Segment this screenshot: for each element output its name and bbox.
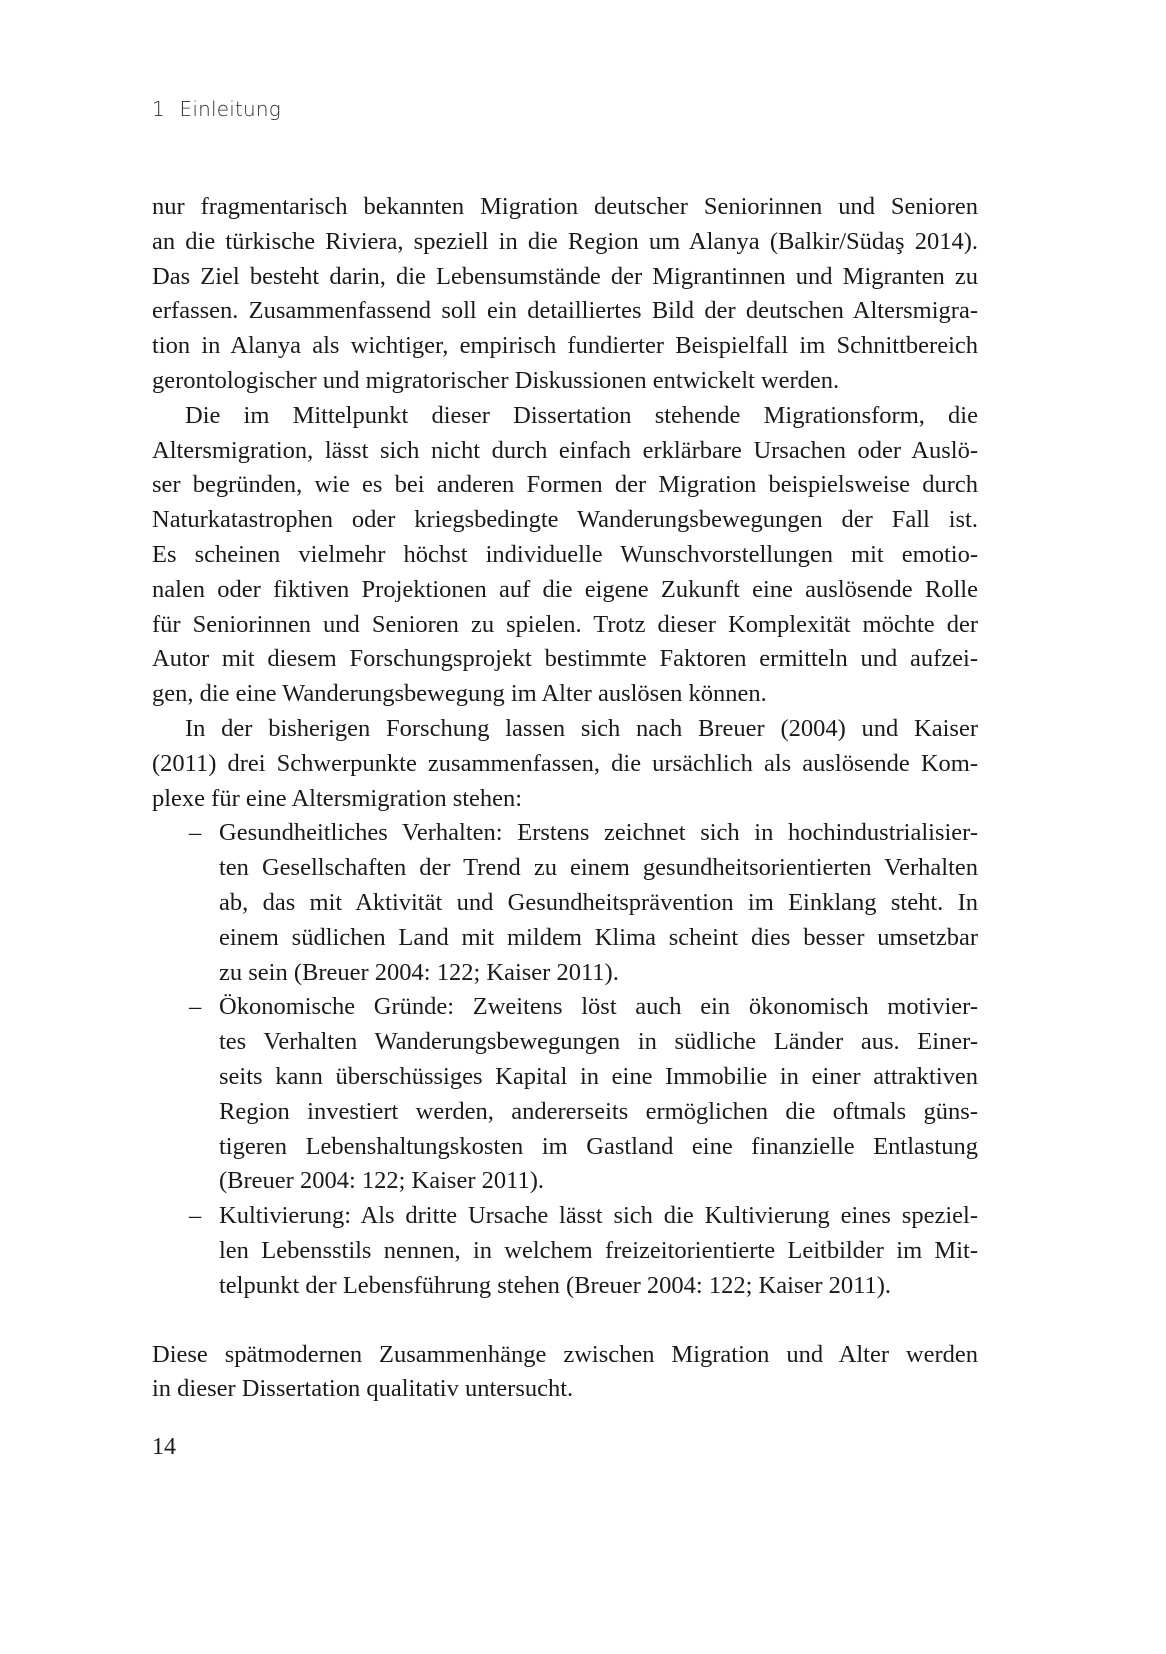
- dash-bullet-icon: –: [189, 819, 202, 847]
- text-line: ser begründen, wie es bei anderen Formen der Migration beispielsweise durch: [152, 471, 978, 499]
- paragraph-1: [152, 190, 978, 399]
- text-line: zu sein (Breuer 2004: 122; Kaiser 2011).: [219, 958, 619, 986]
- text-line: In der bisherigen Forschung lassen sich nach Breuer (2004) und Kaiser: [185, 714, 978, 742]
- text-line: Kultivierung: Als dritte Ursache lässt sich die Kultivierung eines speziel-: [219, 1202, 978, 1230]
- list-item-economic: [152, 990, 978, 1199]
- text-line: einem südlichen Land mit mildem Klima scheint dies besser umsetzbar: [219, 923, 978, 951]
- text-line: ten Gesellschaften der Trend zu einem gesundheitsorientierten Verhalten: [219, 854, 978, 882]
- paragraph-2: [152, 399, 978, 712]
- text-line: Ökonomische Gründe: Zweitens löst auch ein ökonomisch motivier-: [219, 993, 978, 1021]
- body-text: [152, 190, 978, 1407]
- text-line: tigeren Lebenshaltungskosten im Gastland eine finanzielle Entlastung: [219, 1132, 978, 1160]
- text-line: Altersmigration, lässt sich nicht durch einfach erklärbare Ursachen oder Auslö-: [152, 436, 978, 464]
- text-line: gerontologischer und migratorischer Diskussionen entwickelt werden.: [152, 366, 840, 394]
- text-line: nur fragmentarisch bekannten Migration deutscher Seniorinnen und Senioren: [152, 193, 978, 220]
- text-line: tes Verhalten Wanderungsbewegungen in südliche Länder aus. Einer-: [219, 1028, 978, 1056]
- chapter-number: 1: [152, 97, 165, 121]
- text-line: Es scheinen vielmehr höchst individuelle Wunschvorstellungen mit emotio-: [152, 540, 978, 568]
- text-line: seits kann überschüssiges Kapital in eine Immobilie in einer attraktiven: [219, 1062, 978, 1090]
- paragraph-spacer: [152, 1304, 978, 1338]
- text-line: an die türkische Riviera, speziell in die Region um Alanya (Balkir/Südaş 2014).: [152, 227, 978, 255]
- dash-bullet-icon: –: [189, 1202, 202, 1230]
- text-line: ab, das mit Aktivität und Gesundheitsprävention im Einklang steht. In: [219, 888, 978, 916]
- text-line: Die im Mittelpunkt dieser Dissertation stehende Migrationsform, die: [185, 401, 978, 429]
- dash-bullet-icon: –: [189, 993, 202, 1021]
- text-line: nalen oder fiktiven Projektionen auf die eigene Zukunft eine auslösende Rolle: [152, 575, 978, 603]
- page-number: 14: [152, 1434, 176, 1460]
- cause-list: [152, 816, 978, 1303]
- text-line: gen, die eine Wanderungsbewegung im Alter auslösen können.: [152, 680, 767, 708]
- text-line: Region investiert werden, andererseits ermöglichen die oftmals güns-: [219, 1097, 978, 1125]
- text-line: plexe für eine Altersmigration stehen:: [152, 784, 523, 812]
- list-item-cultivation: [152, 1199, 978, 1303]
- text-line: Diese spätmodernen Zusammenhänge zwischen Migration und Alter werden: [152, 1340, 978, 1368]
- text-line: len Lebensstils nennen, in welchem freizeitorientierte Leitbilder im Mit-: [219, 1236, 978, 1264]
- list-item-health: [152, 816, 978, 990]
- text-line: (Breuer 2004: 122; Kaiser 2011).: [219, 1167, 544, 1195]
- text-line: (2011) drei Schwerpunkte zusammenfassen, die ursächlich als auslösende Kom-: [152, 749, 978, 777]
- text-line: erfassen. Zusammenfassend soll ein detailliertes Bild der deutschen Altersmigra-: [152, 297, 978, 325]
- text-line: telpunkt der Lebensführung stehen (Breuer 2004: 122; Kaiser 2011).: [219, 1271, 891, 1299]
- text-line: Naturkatastrophen oder kriegsbedingte Wanderungsbewegungen der Fall ist.: [152, 506, 978, 534]
- text-line: in dieser Dissertation qualitativ untersucht.: [152, 1375, 574, 1403]
- paragraph-3: [152, 712, 978, 816]
- chapter-title: Einleitung: [179, 97, 281, 121]
- text-line: Das Ziel besteht darin, die Lebensumstände der Migrantinnen und Migranten zu: [152, 262, 978, 290]
- text-line: Autor mit diesem Forschungsprojekt bestimmte Faktoren ermitteln und aufzei-: [152, 645, 978, 673]
- text-line: Gesundheitliches Verhalten: Erstens zeichnet sich in hochindustrialisier-: [219, 819, 978, 847]
- running-head: [152, 97, 281, 121]
- closing-paragraph: [152, 1338, 978, 1408]
- text-line: tion in Alanya als wichtiger, empirisch fundierter Beispielfall im Schnittbereich: [152, 332, 978, 360]
- text-line: für Seniorinnen und Senioren zu spielen. Trotz dieser Komplexität möchte der: [152, 610, 978, 638]
